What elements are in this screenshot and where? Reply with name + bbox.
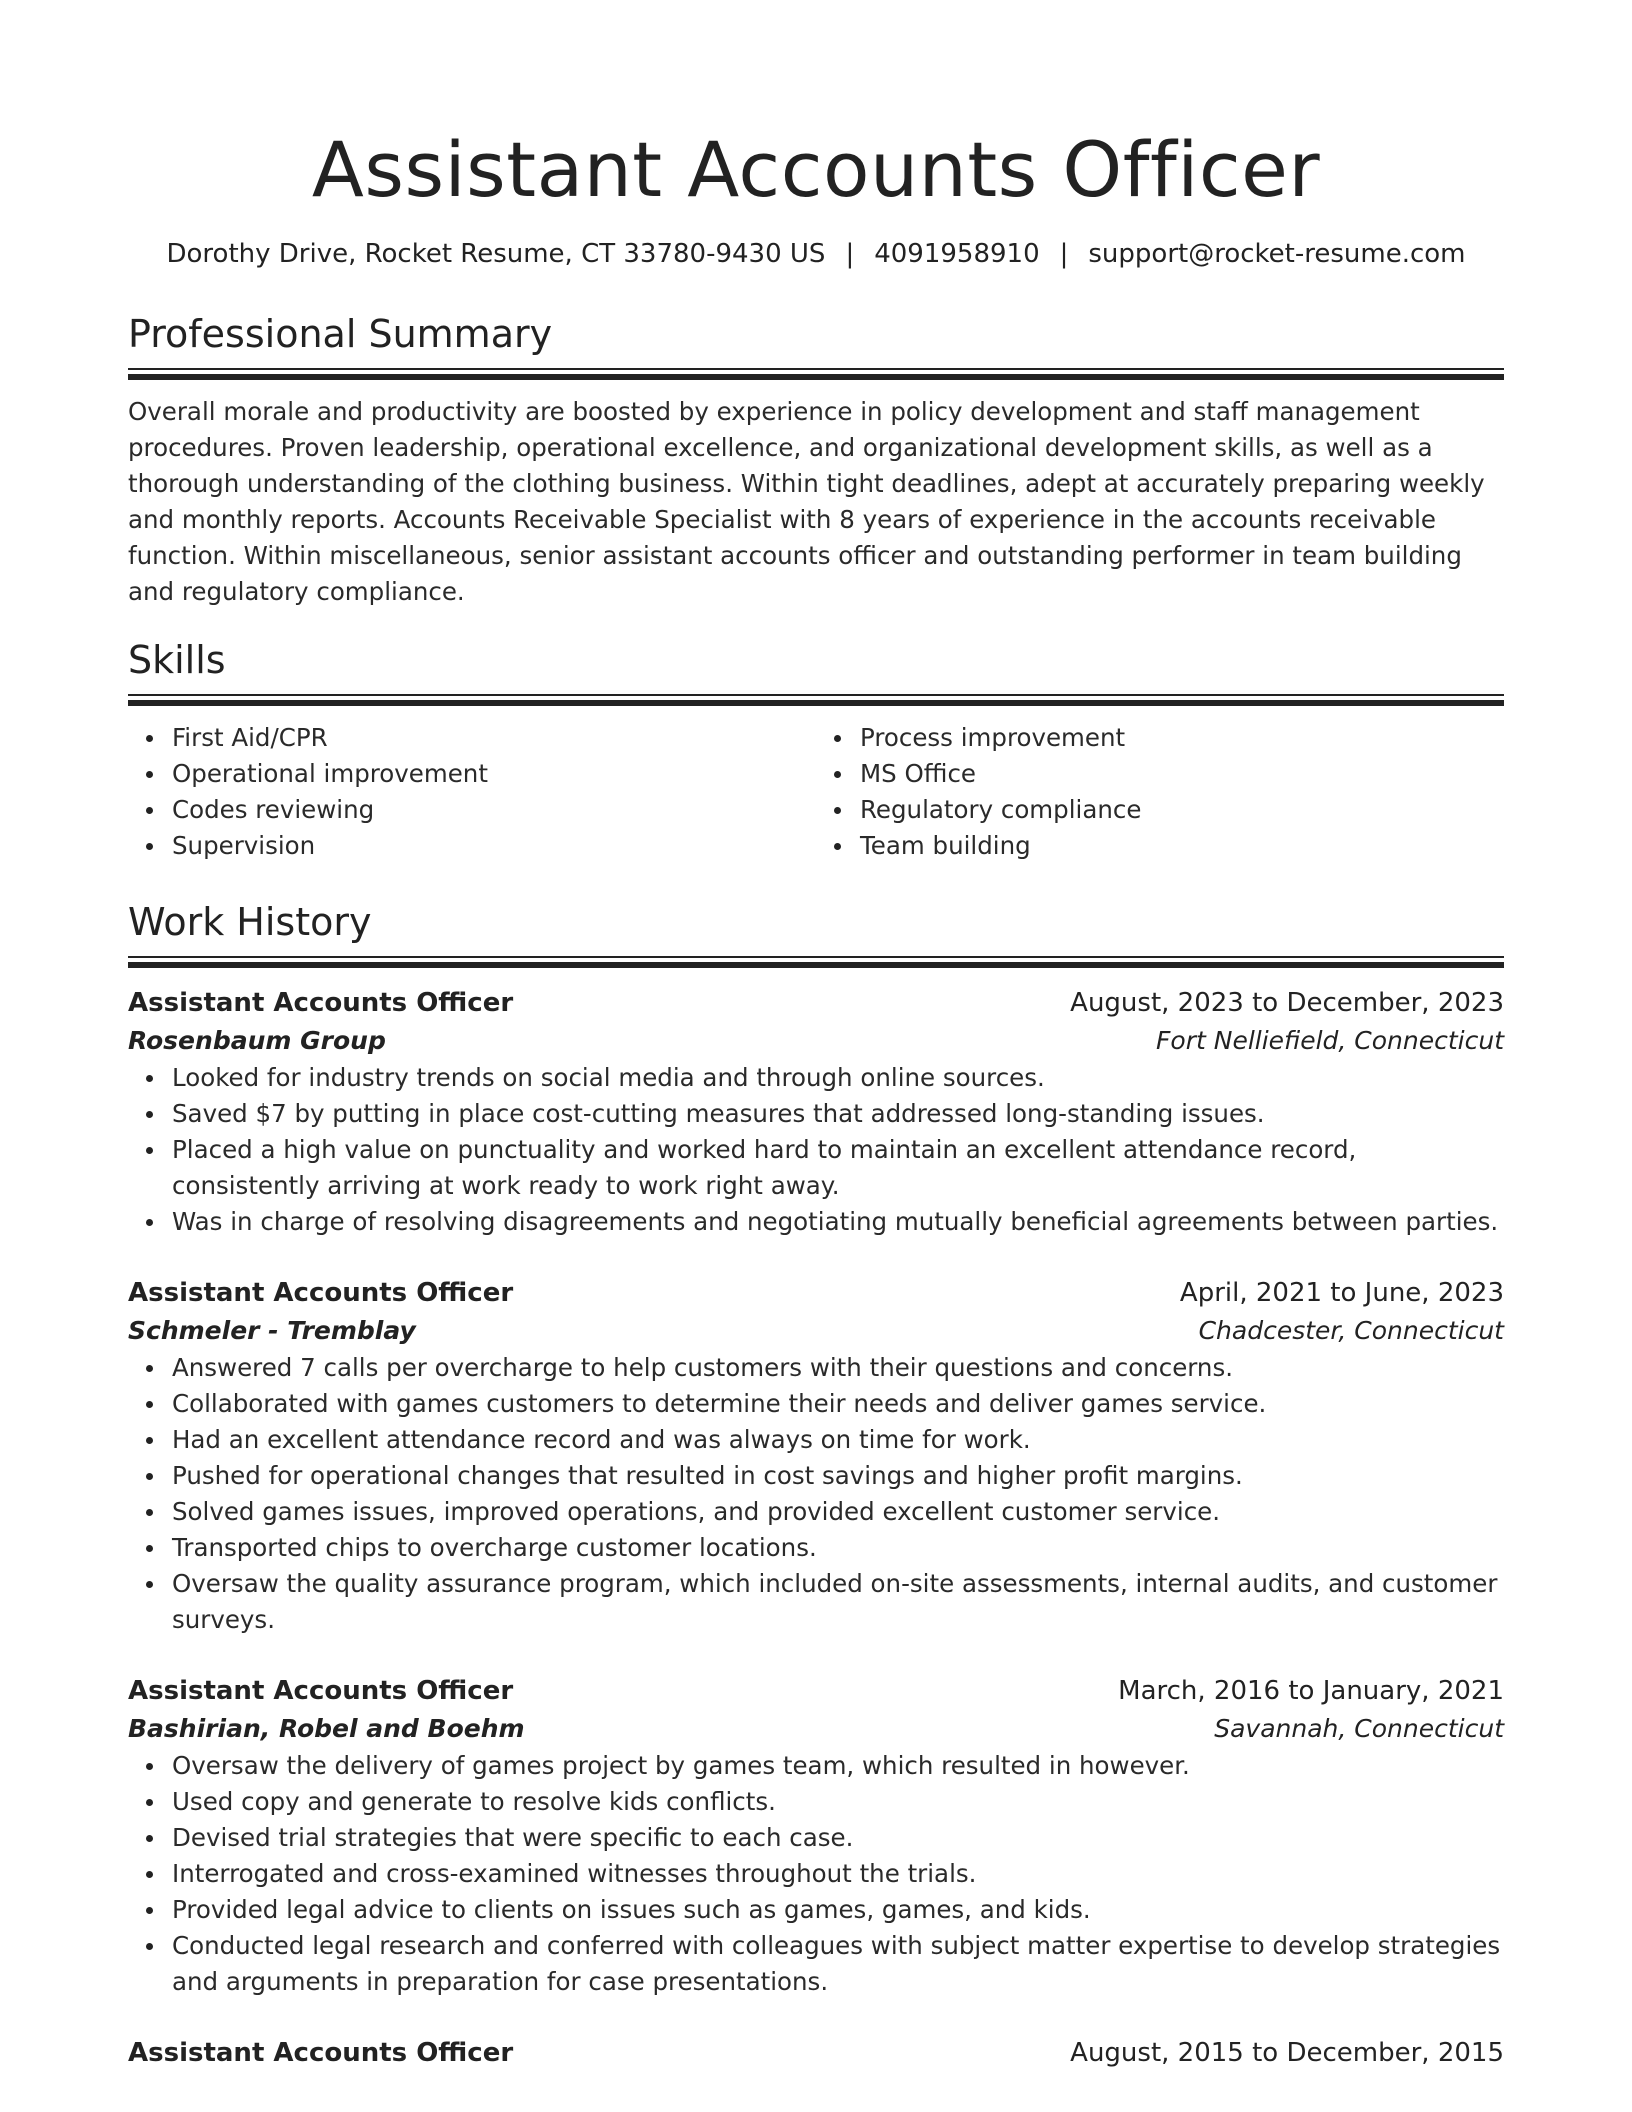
job-entry xyxy=(128,1672,1504,2000)
section-title-skills: Skills xyxy=(128,638,226,682)
job-bullet: Pushed for operational changes that resulted in cost savings and higher profit margins. xyxy=(172,1458,1504,1494)
job-entry xyxy=(128,2034,1504,2072)
job-title: Assistant Accounts Officer xyxy=(128,2038,514,2068)
job-location: Savannah, Connecticut xyxy=(1214,1714,1504,1743)
skills-column-right xyxy=(816,720,1504,864)
skills-column-left xyxy=(128,720,816,864)
job-bullet: Devised trial strategies that were specific to each case. xyxy=(172,1820,1504,1856)
section-divider xyxy=(128,956,1504,968)
job-entry xyxy=(128,984,1504,1240)
job-bullets xyxy=(128,1350,1504,1638)
job-bullet: Solved games issues, improved operations, and provided excellent customer service. xyxy=(172,1494,1504,1530)
job-bullet: Had an excellent attendance record and was always on time for work. xyxy=(172,1422,1504,1458)
job-entry xyxy=(128,1274,1504,1638)
job-header-row xyxy=(128,1672,1504,1710)
job-dates: August, 2015 to December, 2015 xyxy=(1070,2038,1504,2068)
job-company-row xyxy=(128,1022,1504,1060)
job-bullet: Was in charge of resolving disagreements and negotiating mutually beneficial agreements between parties. xyxy=(172,1204,1504,1240)
contact-separator: | xyxy=(1059,239,1069,269)
job-bullets xyxy=(128,1060,1504,1240)
job-company: Bashirian, Robel and Boehm xyxy=(128,1714,525,1743)
skills-section xyxy=(128,636,1504,864)
job-location: Fort Nelliefield, Connecticut xyxy=(1156,1026,1504,1055)
resume-name: Assistant Accounts Officer xyxy=(311,125,1321,214)
job-bullet: Collaborated with games customers to determine their needs and deliver games service. xyxy=(172,1386,1504,1422)
contact-separator: | xyxy=(845,239,855,269)
job-bullet: Used copy and generate to resolve kids conflicts. xyxy=(172,1784,1504,1820)
job-header-row xyxy=(128,2034,1504,2072)
job-bullet: Answered 7 calls per overcharge to help customers with their questions and concerns. xyxy=(172,1350,1504,1386)
job-bullet: Placed a high value on punctuality and worked hard to maintain an excellent attendance record, consistently arriving at work ready to work right away. xyxy=(172,1132,1504,1204)
job-bullets xyxy=(128,1748,1504,2000)
skills-grid xyxy=(128,720,1504,864)
skill-item: Codes reviewing xyxy=(172,792,816,828)
job-bullet: Oversaw the delivery of games project by games team, which resulted in however. xyxy=(172,1748,1504,1784)
job-bullet: Provided legal advice to clients on issues such as games, games, and kids. xyxy=(172,1892,1504,1928)
skill-item: Operational improvement xyxy=(172,756,816,792)
job-company: Schmeler - Tremblay xyxy=(128,1316,416,1345)
job-dates: August, 2023 to December, 2023 xyxy=(1070,988,1504,1018)
summary-paragraph: Overall morale and productivity are boosted by experience in policy development and staff management procedures. Proven leadership, operational excellence, and organizational development skills, as well as a thorough understanding of the clothing business. Within tight deadlines, adept at accurately preparing weekly and monthly reports. Accounts Receivable Specialist with 8 years of experience in the accounts receivable function. Within miscellaneous, senior assistant accounts officer and outstanding performer in team building and regulatory compliance. xyxy=(128,397,1485,606)
job-company-row xyxy=(128,1312,1504,1350)
skill-item: Regulatory compliance xyxy=(860,792,1504,828)
resume-page xyxy=(128,0,1504,2072)
job-dates: April, 2021 to June, 2023 xyxy=(1179,1278,1504,1308)
job-title: Assistant Accounts Officer xyxy=(128,1278,514,1308)
contact-phone: 4091958910 xyxy=(874,239,1040,269)
skill-item: Process improvement xyxy=(860,720,1504,756)
section-title-summary: Professional Summary xyxy=(128,312,553,356)
contact-line xyxy=(128,236,1504,272)
section-divider xyxy=(128,694,1504,706)
job-bullet: Oversaw the quality assurance program, which included on-site assessments, internal audits, and customer surveys. xyxy=(172,1566,1504,1638)
job-company-row xyxy=(128,1710,1504,1748)
job-title: Assistant Accounts Officer xyxy=(128,988,514,1018)
job-bullet: Conducted legal research and conferred with colleagues with subject matter expertise to develop strategies and arguments in preparation for case presentations. xyxy=(172,1928,1504,2000)
contact-email: support@rocket-resume.com xyxy=(1088,239,1466,269)
skill-item: Team building xyxy=(860,828,1504,864)
professional-summary-section xyxy=(128,310,1504,610)
section-title-work-history: Work History xyxy=(128,900,372,944)
contact-address: Dorothy Drive, Rocket Resume, CT 33780-9430 US xyxy=(166,239,826,269)
work-history-section xyxy=(128,898,1504,2072)
job-bullet: Interrogated and cross-examined witnesses throughout the trials. xyxy=(172,1856,1504,1892)
job-bullet: Saved $7 by putting in place cost-cutting measures that addressed long-standing issues. xyxy=(172,1096,1504,1132)
job-header-row xyxy=(128,1274,1504,1312)
job-bullet: Transported chips to overcharge customer locations. xyxy=(172,1530,1504,1566)
job-bullet: Looked for industry trends on social media and through online sources. xyxy=(172,1060,1504,1096)
skill-item: MS Office xyxy=(860,756,1504,792)
skill-item: First Aid/CPR xyxy=(172,720,816,756)
job-company: Rosenbaum Group xyxy=(128,1026,386,1055)
job-title: Assistant Accounts Officer xyxy=(128,1676,514,1706)
job-header-row xyxy=(128,984,1504,1022)
skill-item: Supervision xyxy=(172,828,816,864)
job-location: Chadcester, Connecticut xyxy=(1198,1316,1504,1345)
section-divider xyxy=(128,368,1504,380)
job-dates: March, 2016 to January, 2021 xyxy=(1118,1676,1504,1706)
